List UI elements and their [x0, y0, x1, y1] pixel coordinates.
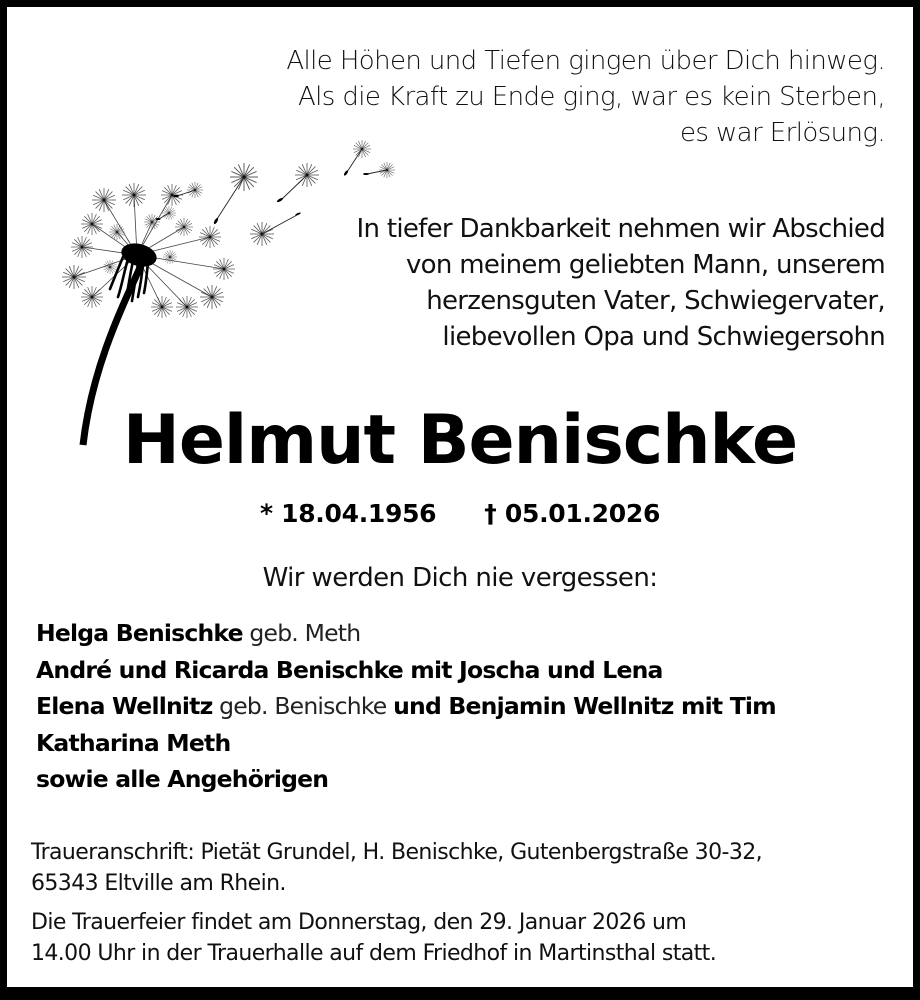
farewell-line: herzensguten Vater, Schwiegervater, — [426, 286, 885, 316]
ceremony-info: Die Trauerfeier findet am Donnerstag, den 29. Januar 2026 um 14.00 Uhr in der Trauerhalle auf dem Friedhof in Martinsthal statt. — [31, 910, 717, 966]
mourner-row: Helga Benischke geb. Meth — [36, 619, 361, 647]
mourning-address: Traueranschrift: Pietät Grundel, H. Benischke, Gutenbergstraße 30-32, 65343 Eltville am Rhein. — [31, 840, 763, 896]
mourner-row: Katharina Meth — [36, 728, 231, 757]
farewell-line: In tiefer Dankbarkeit nehmen wir Abschied — [356, 214, 885, 244]
life-dates — [7, 496, 913, 532]
mourners-list — [36, 615, 776, 798]
mourner-row: Elena Wellnitz geb. Benischke und Benjamin Wellnitz mit Tim — [36, 692, 776, 720]
footer-info — [31, 837, 762, 977]
death-date: † 05.01.2026 — [484, 499, 661, 528]
verse — [286, 43, 885, 151]
birth-date: * 18.04.1956 — [259, 499, 437, 528]
verse-line: es war Erlösung. — [680, 118, 885, 148]
motto: Wir werden Dich nie vergessen: — [262, 563, 658, 593]
verse-line: Als die Kraft zu Ende ging, war es kein Sterben, — [297, 82, 885, 112]
farewell-line: liebevollen Opa und Schwiegersohn — [442, 322, 885, 352]
farewell-line: von meinem geliebten Mann, unserem — [405, 250, 885, 280]
verse-line: Alle Höhen und Tiefen gingen über Dich hinweg. — [286, 46, 885, 76]
mourner-row: André und Ricarda Benischke mit Joscha und Lena — [36, 655, 663, 684]
farewell-text — [357, 211, 885, 355]
mourner-row: sowie alle Angehörigen — [36, 765, 329, 793]
deceased-name: Helmut Benischke — [122, 401, 798, 480]
